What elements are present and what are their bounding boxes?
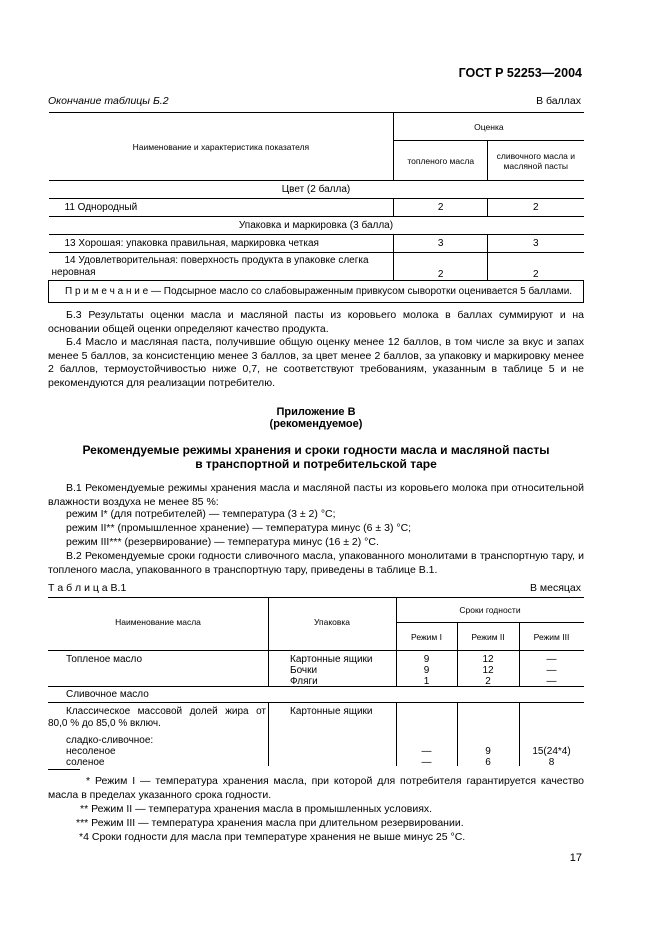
row-good-butter: 3 — [488, 235, 584, 253]
ghee-m3-flasks: — — [546, 676, 557, 687]
v1-col-mode1: Режим I — [411, 632, 442, 642]
classic-pack: Картонные ящики — [290, 706, 373, 717]
paragraph-b4: Б.4 Масло и масляная паста, получившие общую оценку менее 12 баллов, в том числе за вкус и запах менее 5 баллов, за консистенцию менее 3 баллов, за цвет менее 2 баллов, за упаковку и маркировку менее 2 баллов, термоустойчивостью ниже 0,7, не соответствуют требованиям, указанным в таблице 5 и не рекомендуются для реализации потребителю. — [48, 336, 584, 389]
unsalted-m3: 15(24*4) — [532, 746, 571, 757]
classic-mode3 — [519, 746, 584, 768]
row-satisfactory-name: 14 Удовлетворительная: поверхность продукта в упаковке слегка неровная — [49, 253, 394, 281]
col-header-score: Оценка — [394, 113, 584, 141]
salted-m3: 8 — [548, 757, 555, 768]
ghee-name: Топленое масло — [66, 654, 143, 665]
page-number: 17 — [569, 852, 582, 864]
classic-mode1 — [396, 746, 457, 768]
ghee-m3-barrels: — — [546, 665, 557, 676]
col-header-name: Наименование и характеристика показателя — [49, 113, 394, 181]
table-v1-caption: Т а б л и ц а В.1 — [48, 582, 127, 594]
row-uniform-name: 11 Однородный — [49, 199, 394, 217]
classic-name: Классическое массовой долей жира от 80,0 % до 85,0 % включ. — [48, 706, 266, 729]
note-text: — Подсырное масло со слабовыраженным привкусом сыворотки оценивается 5 баллами. — [148, 286, 573, 297]
table-b2-units: В баллах — [536, 95, 581, 107]
row-satisfactory-butter: 2 — [488, 253, 584, 281]
ghee-mode1 — [396, 654, 457, 687]
appendix-heading-line1: Рекомендуемые режимы хранения и сроки годности масла и масляной пасты — [82, 443, 550, 457]
ghee-m1-flasks: 1 — [423, 676, 430, 687]
ghee-m1-cardboard: 9 — [423, 654, 430, 665]
ghee-m2-flasks: 2 — [485, 676, 491, 687]
v1-col-pack: Упаковка — [313, 617, 351, 627]
ghee-pack-cardboard: Картонные ящики — [290, 654, 373, 665]
footnote-3: *** Режим III — температура хранения масла при длительном резервировании. — [76, 817, 464, 829]
appendix-heading-line2: в транспортной и потребительской таре — [195, 457, 437, 471]
sweet-cream-label: сладко-сливочное: — [66, 735, 154, 746]
ghee-m3-cardboard: — — [546, 654, 557, 665]
unsalted-m2: 9 — [485, 746, 491, 757]
butter-header: Сливочное масло — [66, 689, 149, 700]
row-good-ghee: 3 — [394, 235, 488, 253]
ghee-pack-flasks: Фляги — [290, 676, 318, 687]
col-header-ghee: топленого масла — [394, 141, 488, 181]
paragraph-v1: В.1 Рекомендуемые режимы хранения масла и масляной пасты из коровьего молока при относительной влажности воздуха не менее 85 %: — [48, 482, 584, 508]
paragraph-b3: Б.3 Результаты оценки масла и масляной пасты из коровьего молока в баллах суммируют и на основании общей оценки определяют качество продукта. — [48, 309, 584, 335]
ghee-packs — [290, 654, 373, 687]
mode-3-text: режим III*** (резервирование) — температура минус (16 ± 2) °С. — [66, 536, 379, 548]
ghee-mode3 — [519, 654, 584, 687]
paragraph-v2: В.2 Рекомендуемые сроки годности сливочного масла, упакованного монолитами в транспортную тару, и топленого масла, упакованного в транспортную тару, приведены в таблице В.1. — [48, 550, 584, 576]
salted-label: соленое — [66, 757, 105, 768]
mode-2-text: режим II** (промышленное хранение) — температура минус (6 ± 3) °С; — [66, 522, 412, 534]
ghee-m2-cardboard: 12 — [482, 654, 494, 665]
section-packaging: Упаковка и маркировка (3 балла) — [49, 217, 584, 235]
v1-col-mode3: Режим III — [533, 632, 570, 642]
document-id: ГОСТ Р 52253—2004 — [458, 66, 582, 80]
table-b2 — [48, 112, 584, 303]
row-uniform-ghee: 2 — [394, 199, 488, 217]
ghee-mode2 — [457, 654, 519, 687]
footnote-4-mark: *4 — [79, 831, 89, 843]
mode-1-text: режим I* (для потребителей) — температура (3 ± 2) °С; — [66, 508, 336, 520]
table-v1-units: В месяцах — [529, 582, 581, 594]
salted-m1: — — [421, 757, 432, 768]
salted-m2: 6 — [485, 757, 491, 768]
v1-col-terms: Сроки годности — [459, 605, 521, 615]
table-b2-caption: Окончание таблицы Б.2 — [48, 95, 169, 107]
ghee-m1-barrels: 9 — [423, 665, 430, 676]
row-good-name: 13 Хорошая: упаковка правильная, маркировка четкая — [49, 235, 394, 253]
unsalted-m1: — — [421, 746, 432, 757]
unsalted-label: несоленое — [66, 746, 116, 757]
footnote-4 — [79, 831, 465, 845]
table-b2-note — [49, 281, 584, 303]
appendix-title: Приложение В — [276, 406, 356, 418]
classic-subtypes — [66, 735, 153, 768]
footnote-1: * Режим I — температура хранения масла, при которой для потребителя гарантируется качество масла в пределах указанного срока годности. — [48, 775, 584, 801]
v1-col-mode2: Режим II — [471, 632, 505, 642]
row-satisfactory-ghee: 2 — [394, 253, 488, 281]
note-label: П р и м е ч а н и е — [65, 286, 149, 297]
footnote-2: ** Режим II — температура хранения масла в промышленных условиях. — [80, 803, 433, 815]
col-header-butter: сливочного масла и масляной пасты — [488, 141, 584, 181]
row-uniform-butter: 2 — [488, 199, 584, 217]
appendix-subtitle: (рекомендуемое) — [269, 418, 363, 430]
section-color: Цвет (2 балла) — [49, 181, 584, 199]
v1-col-name: Наименование масла — [115, 617, 201, 627]
ghee-pack-barrels: Бочки — [290, 665, 318, 676]
footnote-4-text: Сроки годности для масла при температуре хранения не выше минус 25 °С. — [88, 831, 466, 843]
classic-mode2 — [457, 746, 519, 768]
ghee-m2-barrels: 12 — [482, 665, 494, 676]
